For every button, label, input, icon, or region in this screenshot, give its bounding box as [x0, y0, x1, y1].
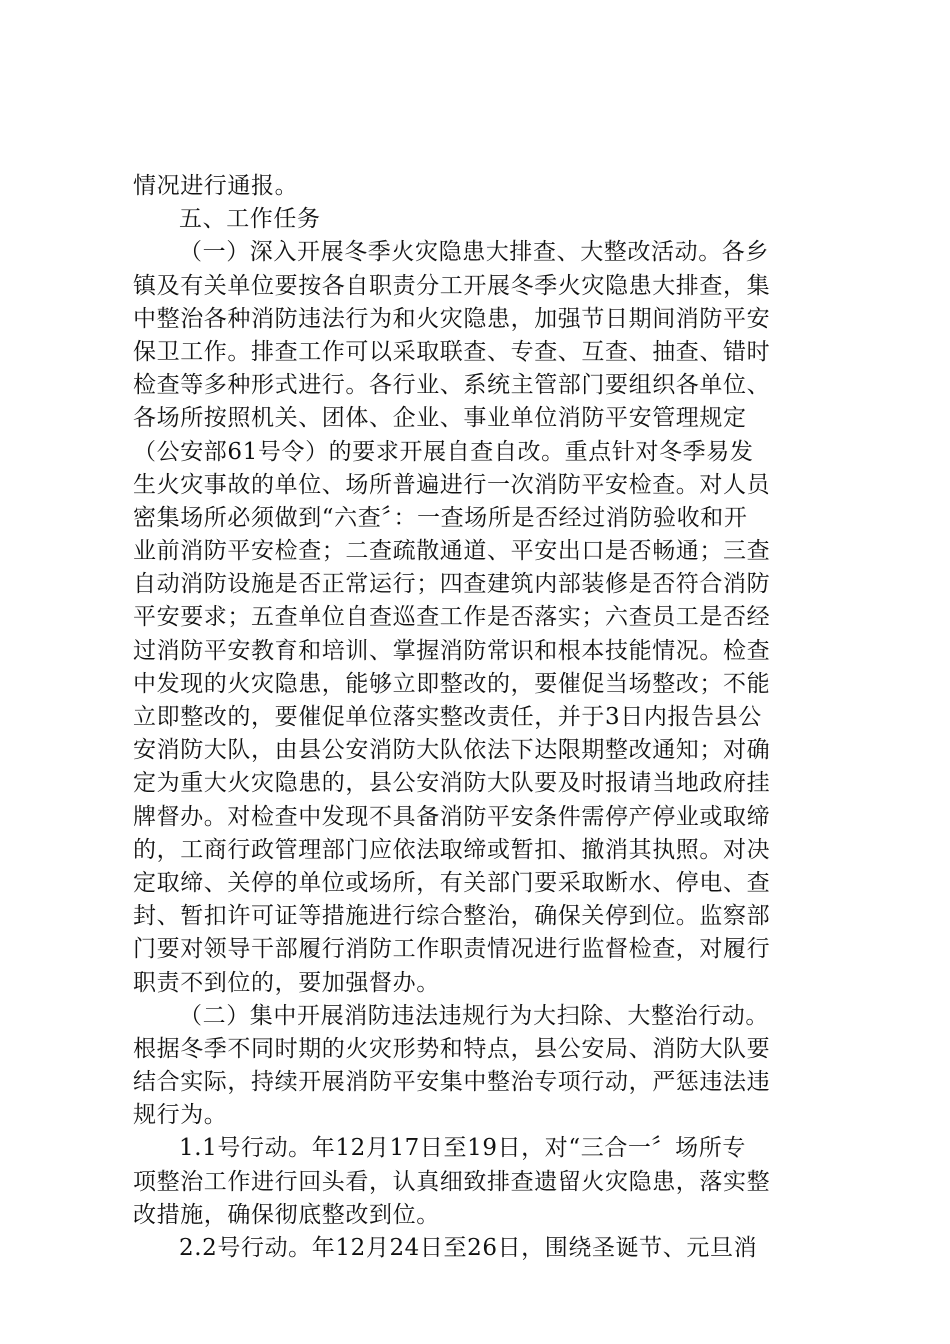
- text-line: 情况进行通报。: [133, 173, 299, 199]
- text-line: 生火灾事故的单位、场所普遍进行一次消防平安检查。对人员: [133, 471, 771, 498]
- text-line: 安消防大队，由县公安消防大队依法下达限期整改通知；对确: [133, 737, 771, 764]
- text-line: 根据冬季不同时期的火灾形势和特点，县公安局、消防大队要: [133, 1035, 771, 1062]
- text-line: 密集场所必须做到“六查〞：一查场所是否经过消防验收和开: [133, 504, 748, 531]
- text-line: 结合实际，持续开展消防平安集中整治专项行动，严惩违法违: [133, 1069, 771, 1096]
- text-line: 立即整改的，要催促单位落实整改责任，并于3日内报告县公: [133, 704, 762, 730]
- text-line: 各场所按照机关、团体、企业、事业单位消防平安管理规定: [133, 405, 747, 432]
- text-line: 1.1号行动。年12月17日至19日，对“三合一〞场所专: [179, 1135, 746, 1162]
- text-line: 中发现的火灾隐患，能够立即整改的，要催促当场整改；不能: [133, 670, 771, 697]
- text-line: 封、暂扣许可证等措施进行综合整治，确保关停到位。监察部: [133, 903, 771, 930]
- text-line: 过消防平安教育和培训、掌握消防常识和根本技能情况。检查: [133, 637, 771, 664]
- text-line: 定为重大火灾隐患的，县公安消防大队要及时报请当地政府挂: [133, 770, 771, 797]
- text-line: 自动消防设施是否正常运行；四查建筑内部装修是否符合消防: [133, 571, 771, 598]
- text-line: 的，工商行政管理部门应依法取缔或暂扣、撤消其执照。对决: [133, 836, 771, 863]
- text-line: 平安要求；五查单位自查巡查工作是否落实；六查员工是否经: [133, 604, 771, 631]
- text-line: 五、工作任务: [179, 206, 321, 233]
- text-line: （一）深入开展冬季火灾隐患大排查、大整改活动。各乡: [179, 239, 769, 266]
- text-line: 牌督办。对检查中发现不具备消防平安条件需停产停业或取缔: [133, 803, 771, 830]
- text-line: 2.2号行动。年12月24日至26日，围绕圣诞节、元旦消: [179, 1235, 758, 1261]
- text-line: 职责不到位的，要加强督办。: [133, 969, 440, 996]
- text-line: 保卫工作。排查工作可以采取联查、专查、互查、抽查、错时: [133, 338, 771, 365]
- text-line: 检查等多种形式进行。各行业、系统主管部门要组织各单位、: [133, 372, 771, 399]
- text-line: 业前消防平安检查；二查疏散通道、平安出口是否畅通；三查: [133, 538, 771, 565]
- text-line: 规行为。: [133, 1102, 228, 1129]
- text-line: 中整治各种消防违法行为和火灾隐患，加强节日期间消防平安: [133, 305, 771, 332]
- text-line: 定取缔、关停的单位或场所，有关部门要采取断水、停电、查: [133, 869, 771, 896]
- text-line: 改措施，确保彻底整改到位。: [133, 1201, 440, 1228]
- text-line: 镇及有关单位要按各自职责分工开展冬季火灾隐患大排查，集: [133, 272, 771, 299]
- text-line: （二）集中开展消防违法违规行为大扫除、大整治行动。: [179, 1002, 769, 1029]
- document-body: [133, 170, 823, 1265]
- text-line: （公安部61号令）的要求开展自查自改。重点针对冬季易发: [133, 438, 754, 465]
- text-line: 门要对领导干部履行消防工作职责情况进行监督检查，对履行: [133, 936, 771, 963]
- text-line: 项整治工作进行回头看，认真细致排查遗留火灾隐患，落实整: [133, 1168, 771, 1195]
